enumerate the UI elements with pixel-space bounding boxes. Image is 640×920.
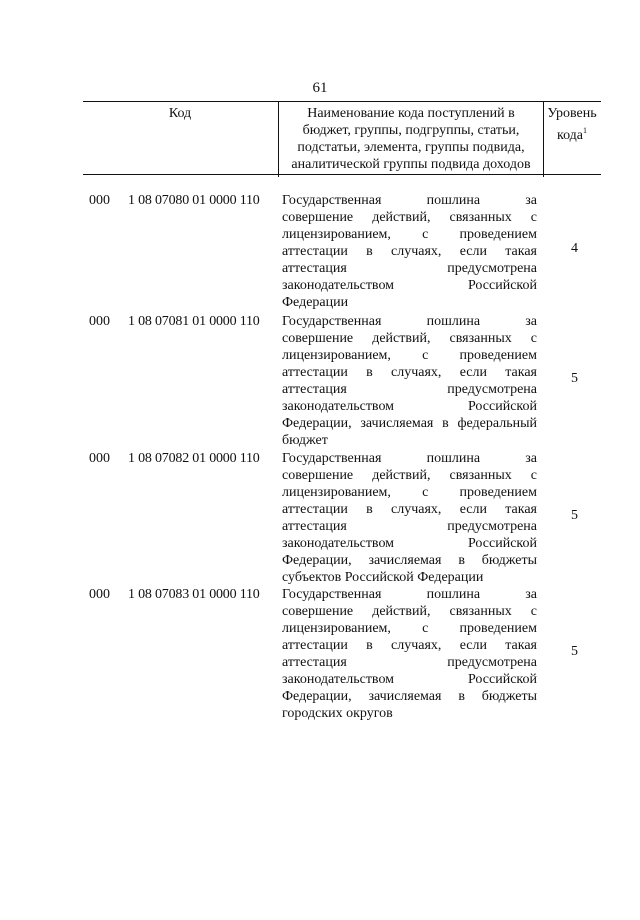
description-line: законодательством Российской bbox=[282, 536, 537, 551]
revenue-code: 1 08 07080 01 0000 110 bbox=[128, 193, 260, 208]
header-level bbox=[543, 102, 601, 177]
revenue-code: 1 08 07082 01 0000 110 bbox=[128, 451, 260, 466]
admin-code: 000 bbox=[89, 451, 110, 466]
description-line: аттестации в случаях, если такая bbox=[282, 244, 537, 259]
description-line: совершение действий, связанных с bbox=[282, 468, 537, 483]
page-number: 61 bbox=[312, 80, 328, 96]
description-line: Государственная пошлина за bbox=[282, 193, 537, 208]
description-line: аттестация предусмотрена bbox=[282, 519, 537, 534]
code-level: 5 bbox=[571, 508, 578, 523]
description-line: Федерации, зачисляемая в федеральный bbox=[282, 416, 537, 431]
header-code: Код bbox=[168, 106, 192, 121]
code-level: 5 bbox=[571, 371, 578, 386]
description-line: аттестации в случаях, если такая bbox=[282, 502, 537, 517]
admin-code: 000 bbox=[89, 193, 110, 208]
header-name-line: Наименование кода поступлений в bbox=[307, 106, 515, 121]
code-description bbox=[282, 586, 537, 722]
code-description bbox=[282, 450, 537, 586]
header-name-line: аналитической группы подвида доходов bbox=[291, 157, 531, 172]
description-line: лицензированием, с проведением bbox=[282, 621, 537, 636]
description-line: лицензированием, с проведением bbox=[282, 227, 537, 242]
admin-code: 000 bbox=[89, 587, 110, 602]
description-line: аттестация предусмотрена bbox=[282, 382, 537, 397]
header-name-line: подстатьи, элемента, группы подвида, bbox=[297, 140, 525, 155]
header-name bbox=[278, 102, 544, 177]
description-line: лицензированием, с проведением bbox=[282, 348, 537, 363]
description-line: субъектов Российской Федерации bbox=[282, 570, 484, 585]
description-line: совершение действий, связанных с bbox=[282, 604, 537, 619]
description-line: совершение действий, связанных с bbox=[282, 210, 537, 225]
description-line: законодательством Российской bbox=[282, 672, 537, 687]
description-line: городских округов bbox=[282, 706, 393, 721]
description-line: законодательством Российской bbox=[282, 399, 537, 414]
description-line: законодательством Российской bbox=[282, 278, 537, 293]
description-line: Федерации bbox=[282, 295, 349, 310]
code-description bbox=[282, 313, 537, 449]
code-level: 5 bbox=[571, 644, 578, 659]
description-line: Государственная пошлина за bbox=[282, 587, 537, 602]
code-level: 4 bbox=[571, 241, 578, 256]
description-line: Федерации, зачисляемая в бюджеты bbox=[282, 553, 537, 568]
description-line: аттестация предусмотрена bbox=[282, 261, 537, 276]
header-name-line: бюджет, группы, подгруппы, статьи, bbox=[302, 123, 520, 138]
revenue-code: 1 08 07081 01 0000 110 bbox=[128, 314, 260, 329]
description-line: аттестации в случаях, если такая bbox=[282, 638, 537, 653]
admin-code: 000 bbox=[89, 314, 110, 329]
footnote-marker: 1 bbox=[583, 126, 588, 135]
description-line: совершение действий, связанных с bbox=[282, 331, 537, 346]
header-level-line2: кода bbox=[556, 128, 584, 143]
table-header bbox=[83, 101, 601, 175]
description-line: аттестации в случаях, если такая bbox=[282, 365, 537, 380]
description-line: лицензированием, с проведением bbox=[282, 485, 537, 500]
code-description bbox=[282, 192, 537, 311]
description-line: Государственная пошлина за bbox=[282, 451, 537, 466]
description-line: Государственная пошлина за bbox=[282, 314, 537, 329]
description-line: аттестация предусмотрена bbox=[282, 655, 537, 670]
description-line: бюджет bbox=[282, 433, 328, 448]
revenue-code: 1 08 07083 01 0000 110 bbox=[128, 587, 260, 602]
header-level-line1: Уровень bbox=[547, 106, 597, 121]
description-line: Федерации, зачисляемая в бюджеты bbox=[282, 689, 537, 704]
